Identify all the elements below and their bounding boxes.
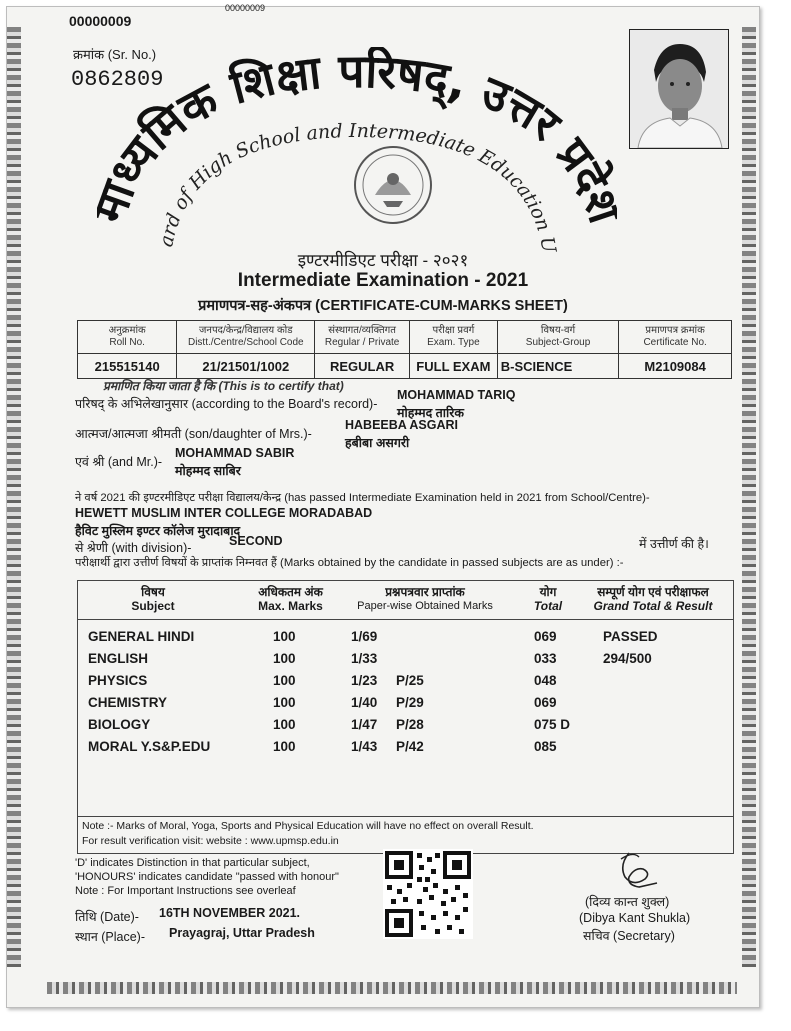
place-label: स्थान (Place)-: [75, 930, 146, 944]
certificate-title: प्रमाणपत्र-सह-अंकपत्र (CERTIFICATE-CUM-MARKS SHEET): [198, 298, 568, 314]
paper-2-marks: P/42: [396, 739, 424, 754]
subject-name: ENGLISH: [88, 651, 149, 666]
mother-name-english: HABEEBA ASGARI: [345, 418, 458, 432]
grand-total-value: 294/500: [603, 651, 652, 666]
header-grand-total: सम्पूर्ण योग एवं परीक्षाफल Grand Total & Result: [593, 585, 713, 613]
value-school-code: 21/21501/1002: [177, 354, 315, 379]
max-marks: 100: [273, 695, 296, 710]
student-name-hindi: मोहम्मद तारिक: [397, 406, 464, 420]
max-marks: 100: [273, 651, 296, 666]
header-max-marks: अधिकतम अंक Max. Marks: [258, 585, 323, 613]
subject-name: CHEMISTRY: [88, 695, 168, 710]
secretary-signature: [599, 847, 669, 893]
table-row: [78, 649, 733, 671]
value-exam-type: FULL EXAM: [409, 354, 497, 379]
paper-2-marks: P/25: [396, 673, 424, 688]
max-marks: 100: [273, 629, 296, 644]
header-subject: विषय Subject: [131, 585, 175, 613]
board-name-hindi: ध्यमिक शिक्षा परिषद्, उत्तर प्रदे: [98, 47, 617, 202]
table-row: [78, 627, 733, 649]
table-row: [78, 737, 733, 759]
student-name-english: MOHAMMAD TARIQ: [397, 388, 516, 402]
passed-suffix: में उत्तीर्ण की है।: [639, 537, 709, 551]
total-marks: 033: [534, 651, 557, 666]
qr-code: [383, 849, 473, 939]
doc-id: 00000009: [69, 13, 132, 29]
total-marks: 069: [534, 695, 557, 710]
result-value: PASSED: [603, 629, 658, 644]
father-name-english: MOHAMMAD SABIR: [175, 446, 295, 460]
paper-1-marks: 1/47: [351, 717, 378, 732]
honours-note: 'HONOURS' indicates candidate "passed with honour": [75, 871, 339, 883]
date-label: तिथि (Date)-: [75, 910, 139, 924]
paper-1-marks: 1/69: [351, 629, 378, 644]
division-label: से श्रेणी (with division)-: [75, 541, 192, 555]
header-paper-marks: प्रश्नपत्रवार प्राप्तांक Paper-wise Obtained Marks: [357, 585, 493, 612]
total-marks: 048: [534, 673, 557, 688]
mother-label: आत्मज/आत्मजा श्रीमती (son/daughter of Mrs.)-: [75, 427, 312, 441]
distinction-note: 'D' indicates Distinction in that particular subject,: [75, 857, 310, 869]
total-marks: 069: [534, 629, 557, 644]
name-label: परिषद् के अभिलेखानुसार (according to the Board's record)-: [75, 397, 378, 411]
father-name-hindi: मोहम्मद साबिर: [175, 464, 241, 478]
secretary-name-hindi: (दिव्य कान्त शुक्ल): [585, 895, 670, 909]
up-emblem: [353, 145, 433, 225]
label-certificate-no: प्रमाणपत्र क्रमांक Certificate No.: [619, 321, 732, 354]
label-subject-group: विषय-वर्ग Subject-Group: [497, 321, 618, 354]
max-marks: 100: [273, 673, 296, 688]
total-marks: 085: [534, 739, 557, 754]
paper-1-marks: 1/43: [351, 739, 378, 754]
label-roll-no: अनुक्रमांक Roll No.: [78, 321, 177, 354]
father-label: एवं श्री (and Mr.)-: [75, 455, 163, 469]
table-row: [78, 715, 733, 737]
value-subject-group: B-SCIENCE: [497, 354, 618, 379]
subject-name: MORAL Y.S&P.EDU: [88, 739, 211, 754]
marks-intro: परीक्षार्थी द्वारा उत्तीर्ण विषयों के प्राप्तांक निम्नवत हैं (Marks obtained by the candidate in passed subjects are as under) :-: [75, 557, 624, 569]
school-name-hindi: हैविट मुस्लिम इण्टर कॉलेज मुरादाबाद: [75, 524, 241, 538]
notes-divider: [78, 816, 733, 817]
secretary-title: सचिव (Secretary): [583, 929, 675, 943]
certificate-sheet: [6, 3, 760, 1008]
division-value: SECOND: [229, 534, 283, 548]
paper-1-marks: 1/40: [351, 695, 378, 710]
student-photo: [629, 29, 729, 149]
right-border-pattern: [742, 27, 756, 967]
info-table: [77, 320, 732, 379]
passed-line: ने वर्ष 2021 की इण्टरमीडिएट परीक्षा विद्यालय/केन्द्र (has passed Intermediate Examination held in 2021 from School/Centre)-: [75, 492, 650, 504]
overleaf-note: Note : For Important Instructions see overleaf: [75, 885, 296, 897]
certify-line: प्रमाणित किया जाता है कि (This is to certify that): [103, 379, 344, 393]
note-verification: For result verification visit: website : www.upmsp.edu.in: [82, 835, 339, 847]
school-name-english: HEWETT MUSLIM INTER COLLEGE MORADABAD: [75, 506, 373, 520]
issue-date: 16TH NOVEMBER 2021.: [159, 906, 301, 920]
subject-name: GENERAL HINDI: [88, 629, 195, 644]
paper-2-marks: P/28: [396, 717, 424, 732]
subject-name: PHYSICS: [88, 673, 148, 688]
doc-id-top: 00000009: [225, 3, 266, 13]
table-row: [78, 671, 733, 693]
total-marks: 075 D: [534, 717, 571, 732]
mother-name-hindi: हबीबा असगरी: [345, 436, 410, 450]
paper-2-marks: P/29: [396, 695, 424, 710]
value-roll-no: 215515140: [78, 354, 177, 379]
paper-1-marks: 1/33: [351, 651, 378, 666]
exam-title-hindi: इण्टरमीडिएट परीक्षा - २०२१: [297, 251, 469, 270]
serial-number: 0862809: [71, 67, 164, 92]
board-name-english: ard of High School and Intermediate Education U: [155, 119, 560, 254]
label-exam-type: परीक्षा प्रवर्ग Exam. Type: [409, 321, 497, 354]
label-school-code: जनपद/केन्द्र/विद्यालय कोड Distt./Centre/School Code: [177, 321, 315, 354]
max-marks: 100: [273, 717, 296, 732]
note-moral: Note :- Marks of Moral, Yoga, Sports and Physical Education will have no effect on overall Result.: [82, 820, 534, 832]
subject-name: BIOLOGY: [88, 717, 151, 732]
table-row: [78, 693, 733, 715]
issue-place: Prayagraj, Uttar Pradesh: [169, 926, 315, 940]
left-border-pattern: [7, 27, 21, 967]
value-regular-private: REGULAR: [315, 354, 410, 379]
marks-table: [77, 580, 734, 854]
secretary-name-english: (Dibya Kant Shukla): [579, 911, 691, 925]
serial-label: क्रमांक (Sr. No.): [73, 47, 157, 62]
bottom-border-pattern: [47, 982, 737, 994]
paper-1-marks: 1/23: [351, 673, 378, 688]
max-marks: 100: [273, 739, 296, 754]
exam-title-english: Intermediate Examination - 2021: [237, 270, 529, 291]
marks-table-header: [78, 581, 733, 620]
label-regular-private: संस्थागत/व्यक्तिगत Regular / Private: [315, 321, 410, 354]
header-total: योग Total: [533, 585, 563, 613]
value-certificate-no: M2109084: [619, 354, 732, 379]
